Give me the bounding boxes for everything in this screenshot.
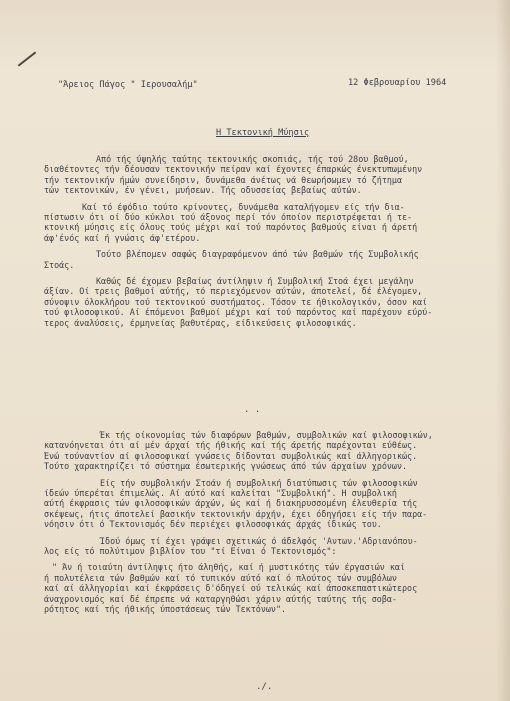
text-line: κατανόηνεται ότι αί μέν άρχαί τής ήθικής καί τής άρετής παρέχονται εύθέως. bbox=[44, 440, 418, 451]
text-line: λος είς τό πολύτιμον βιβλίον του "τί Είναι ό Τεκτονισμός": bbox=[44, 546, 337, 557]
text-line: Τούτο χαρακτηρίζει τό σύστημα έσωτερικής γνώσεως άπό τών άρχαίων χρόνων. bbox=[44, 461, 408, 472]
text-line: Καθώς δέ έχομεν βεβαίως άντίληψιν ή Συμβολική Στοά έχει μεγάλην bbox=[96, 276, 414, 287]
text-line: Από τής ύψηλής ταύτης τεκτονικής σκοπιάς, τής τού 28ου βαθμού, bbox=[96, 154, 409, 164]
paragraph-2 bbox=[44, 202, 474, 244]
text-line: Είς τήν συμβολικήν Στοάν ή συμβολική διατύπωσις τών φιλοσοφικών bbox=[100, 477, 418, 488]
paragraph-5 bbox=[44, 430, 474, 472]
text-line: κτονική μύησις είς όλους τούς μέχρι καί τού παρόντος βαθμούς είναι ή άρετή bbox=[44, 222, 418, 233]
paragraph-3 bbox=[44, 249, 474, 270]
section-divider: . . bbox=[244, 405, 261, 415]
paragraph-8-quote bbox=[44, 562, 474, 614]
text-line: σκέψεως, ήτις άποτελεί βασικήν τεκτονικήν άρχήν, έχει όδηγήσει είς τήν παρα- bbox=[44, 508, 428, 519]
text-line: Τούτο βλέπομεν σαφώς διαγραφόμενον άπό τών βαθμών τής Συμβολικής bbox=[96, 249, 419, 260]
text-line: Ένώ τούναντίον αί φιλοσοφικαί γνώσεις δίδονται συμβολικώς καί άλληγορικώς. bbox=[44, 450, 418, 461]
text-line: τήν τεκτονικήν ήμών συνείδησιν, δυνάμεθα άνέτως νά θεωρήσωμεν τό ζήτημα bbox=[44, 174, 402, 185]
text-line: άναχρονισμός καί δέ έπρεπε νά καταργηθώσι χάριν αύτής ταύτης τής σοβα- bbox=[44, 593, 397, 604]
page-end-mark: ./. bbox=[256, 682, 273, 692]
document-body-continued bbox=[44, 430, 474, 615]
text-line: Ίδού όμως τί έχει γράψει σχετικώς ό άδελφός 'Αντων.'Αδριανόπου- bbox=[100, 535, 418, 546]
text-line: ίδεών ύπερέται έπιμελώς. Αί αύτό καί καλείται "Συμβολική". Η συμβολική bbox=[44, 488, 397, 499]
document-body bbox=[44, 154, 474, 328]
document-title: Η Τεκτονική Μύησις bbox=[216, 128, 310, 138]
text-line: άφ'ένός καί ή γνώσις άφ'ετέρου. bbox=[44, 232, 201, 243]
text-line: διαθέτοντες τήν δέουσαν τεκτονικήν πείραν καί έχοντες έπαρκώς ένεκτυπωμένην bbox=[44, 164, 423, 175]
text-line: ρότητος καί τής ήθικής ύποστάσεως τών Τεκτόνων". bbox=[44, 604, 287, 615]
text-line: Στοάς. bbox=[44, 259, 75, 270]
text-line: τού φιλοσοφικού. Αί έπόμενοι βαθμοί μέχρι καί τού παρόντος καί παρέχουν εύρύ- bbox=[44, 307, 433, 318]
paragraph-6 bbox=[44, 478, 474, 530]
text-line: νόησιν ότι ό Τεκτονισμός δέν περιέχει φιλοσοφικάς άρχάς ίδικώς του. bbox=[44, 519, 382, 530]
document-date: 12 Φεβρουαρίου 1964 bbox=[348, 78, 447, 88]
text-line: πίστωσιν ότι οί δύο κύκλοι τού άξονος περί τόν όποίον περιστρέφεται ή τε- bbox=[44, 212, 413, 223]
text-line: άξίαν. Οί τρεις βαθμοί αύτής, τό περιεχόμενον αύτών, άποτελεί, δέ έλέγομεν, bbox=[44, 286, 423, 297]
text-line: τερος άναλύσεις, έρμηνείας βαθυτέρας, είδικεύσεις φιλοσοφικάς. bbox=[44, 317, 357, 328]
paragraph-4 bbox=[44, 276, 474, 328]
text-line: σύνοψιν όλοκλήρου τού τεκτονικού συστήματος. Τόσον τε ήθικολογικόν, όσον καί bbox=[44, 296, 428, 307]
text-line: Έκ τής οίκονομίας τών διαφόρων βαθμών, συμβολικών καί φιλοσοφικών, bbox=[100, 430, 433, 440]
paper-stain bbox=[0, 0, 510, 70]
text-line: τών τεκτονικών, έν γένει, μυήσεων. Τής οδυσσείας βεβαίως αύτών. bbox=[44, 185, 362, 196]
text-line: ή πολυτέλεια τών βαθμών καί τό τυπικόν αύτό καί ό πλούτος τών συμβόλων bbox=[44, 572, 397, 583]
text-line: αύτή έκφρασις τών φιλοσοφικών άρχών, ώς καί ή διακηρυσσομένη έλευθερία τής bbox=[44, 498, 418, 509]
paragraph-1 bbox=[44, 154, 474, 196]
paper-edge-shadow bbox=[496, 0, 510, 701]
text-line: Καί τό έφόδιο τούτο κρίνοντες, δυνάμεθα καταλήγομεν είς τήν δια- bbox=[82, 201, 405, 212]
text-line: καί αί άλληγορίαι καί έκφράσεις δ'όδηγεί ού τελικώς καί άποσκεπαστικώτερος bbox=[44, 583, 418, 594]
paragraph-7 bbox=[44, 536, 474, 557]
text-line: " Άν ή τοιαύτη άντίληψις ήτο άληθής, καί ή μυστικότης τών έργασιών καί bbox=[52, 562, 405, 573]
lodge-name: "Άρειος Πάγος " Ιερουσαλήμ" bbox=[58, 80, 198, 90]
